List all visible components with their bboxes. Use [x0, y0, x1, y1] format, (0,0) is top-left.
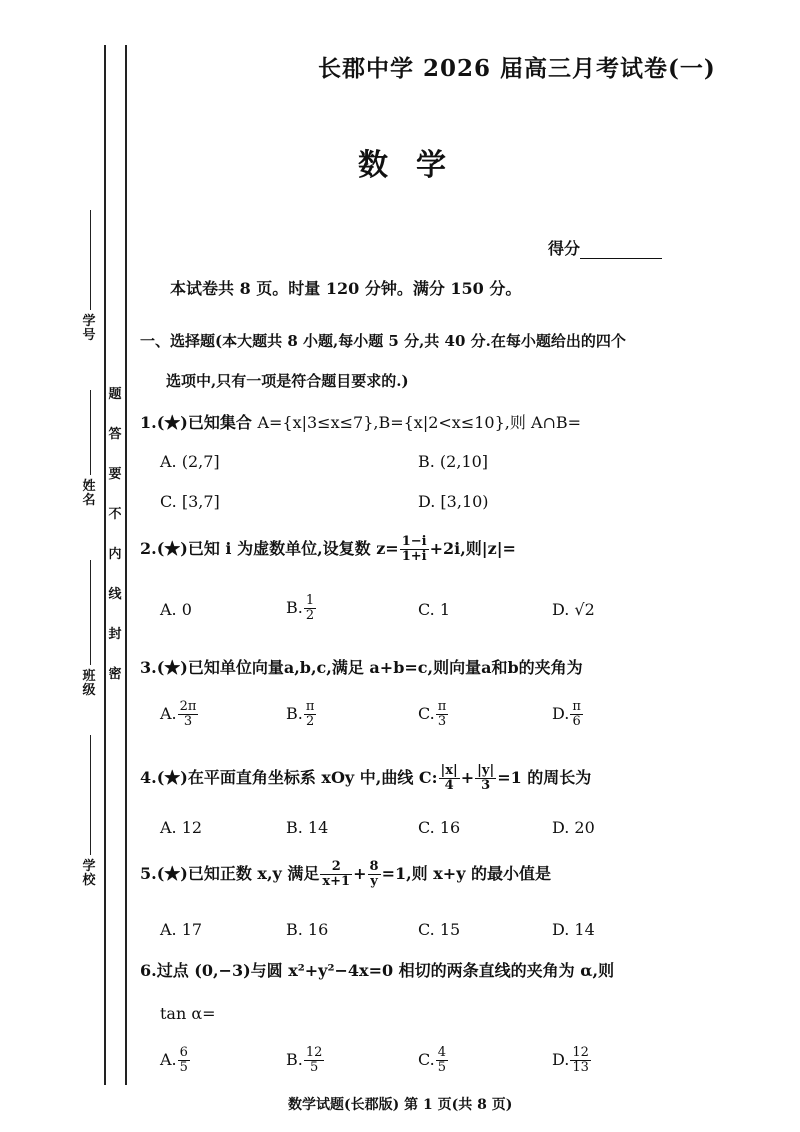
field-label-school: 学校	[82, 859, 96, 888]
field-blank-student-no	[90, 210, 91, 310]
q5-option-d: D. 14	[552, 920, 595, 939]
q2-option-b: B. $\frac{1}{2}$	[286, 593, 315, 623]
binding-warning: 题 答 要 不 内 线 封 密	[108, 387, 122, 682]
q5-option-a: A. 17	[160, 920, 203, 939]
q1-option-d: D. [3,10)	[418, 492, 489, 511]
field-label-name: 姓名	[82, 479, 96, 508]
q5-option-c: C. 15	[418, 920, 461, 939]
field-blank-class	[90, 560, 91, 665]
question-6-cont: tan α=	[160, 1004, 216, 1023]
q1-option-b: B. (2,10]	[418, 452, 489, 471]
score-field	[548, 236, 662, 259]
subject-title: 数学	[358, 148, 474, 183]
exam-title: 长郡中学 2026 届高三月考试卷(一)	[318, 55, 716, 82]
page-footer: 数学试题(长郡版) 第 1 页(共 8 页)	[288, 1097, 513, 1113]
question-4: 4.(★)在平面直角坐标系 xOy 中,曲线 C: $\frac{|x|}{4}$ + $\frac{|y|}{3}$ =1 的周长为	[140, 763, 592, 793]
section-heading-cont: 选项中,只有一项是符合题目要求的.)	[166, 372, 409, 390]
q3-option-b: B. $\frac{\pi}{2}$	[286, 699, 315, 729]
question-2: 2.(★)已知 i 为虚数单位,设复数 z= $\frac{1-i}{1+i}$ +2i,则|z|=	[140, 534, 516, 564]
q4-option-b: B. 14	[286, 818, 329, 837]
q6-option-b: B. $\frac{12}{5}$	[286, 1045, 323, 1075]
q3-option-d: D. $\frac{\pi}{6}$	[552, 699, 581, 729]
question-3: 3.(★)已知单位向量a,b,c,满足 a+b=c,则向量a和b的夹角为	[140, 658, 583, 677]
question-5: 5.(★)已知正数 x,y 满足 $\frac{2}{x+1}$ + $\frac{8}{y}$ =1,则 x+y 的最小值是	[140, 859, 552, 889]
q4-option-a: A. 12	[160, 818, 203, 837]
q2-option-d: D. √2	[552, 600, 595, 619]
question-6: 6.过点 (0,−3)与圆 x²+y²−4x=0 相切的两条直线的夹角为 α,则	[140, 961, 615, 980]
q1-option-c: C. [3,7]	[160, 492, 220, 511]
q6-option-a: A. $\frac{6}{5}$	[160, 1045, 188, 1075]
field-label-class: 班级	[82, 669, 96, 698]
score-label: 得分	[548, 239, 581, 258]
question-1: 1.(★)已知集合 A={x|3≤x≤7},B={x|2<x≤10},则 A∩B=	[140, 413, 582, 432]
section-heading: 一、选择题(本大题共 8 小题,每小题 5 分,共 40 分.在每小题给出的四个	[140, 332, 626, 350]
q2-option-c: C. 1	[418, 600, 451, 619]
q2-option-a: A. 0	[160, 600, 192, 619]
q3-option-c: C. $\frac{\pi}{3}$	[418, 699, 447, 729]
q2-fraction: $\frac{1-i}{1+i}$	[401, 534, 427, 564]
q6-option-c: C. $\frac{4}{5}$	[418, 1045, 447, 1075]
binding-line-solid	[125, 45, 127, 1085]
q4-option-d: D. 20	[552, 818, 595, 837]
score-blank[interactable]	[580, 240, 662, 259]
field-blank-name	[90, 390, 91, 475]
q3-option-a: A. $\frac{2\pi}{3}$	[160, 699, 197, 729]
field-label-student-no: 学号	[82, 314, 96, 343]
binding-line-dotted	[104, 45, 106, 1085]
q5-option-b: B. 16	[286, 920, 329, 939]
q6-option-d: D. $\frac{12}{13}$	[552, 1045, 589, 1075]
field-blank-school	[90, 735, 91, 855]
q1-option-a: A. (2,7]	[160, 452, 220, 471]
q4-option-c: C. 16	[418, 818, 461, 837]
exam-intro: 本试卷共 8 页。时量 120 分钟。满分 150 分。	[170, 279, 522, 298]
